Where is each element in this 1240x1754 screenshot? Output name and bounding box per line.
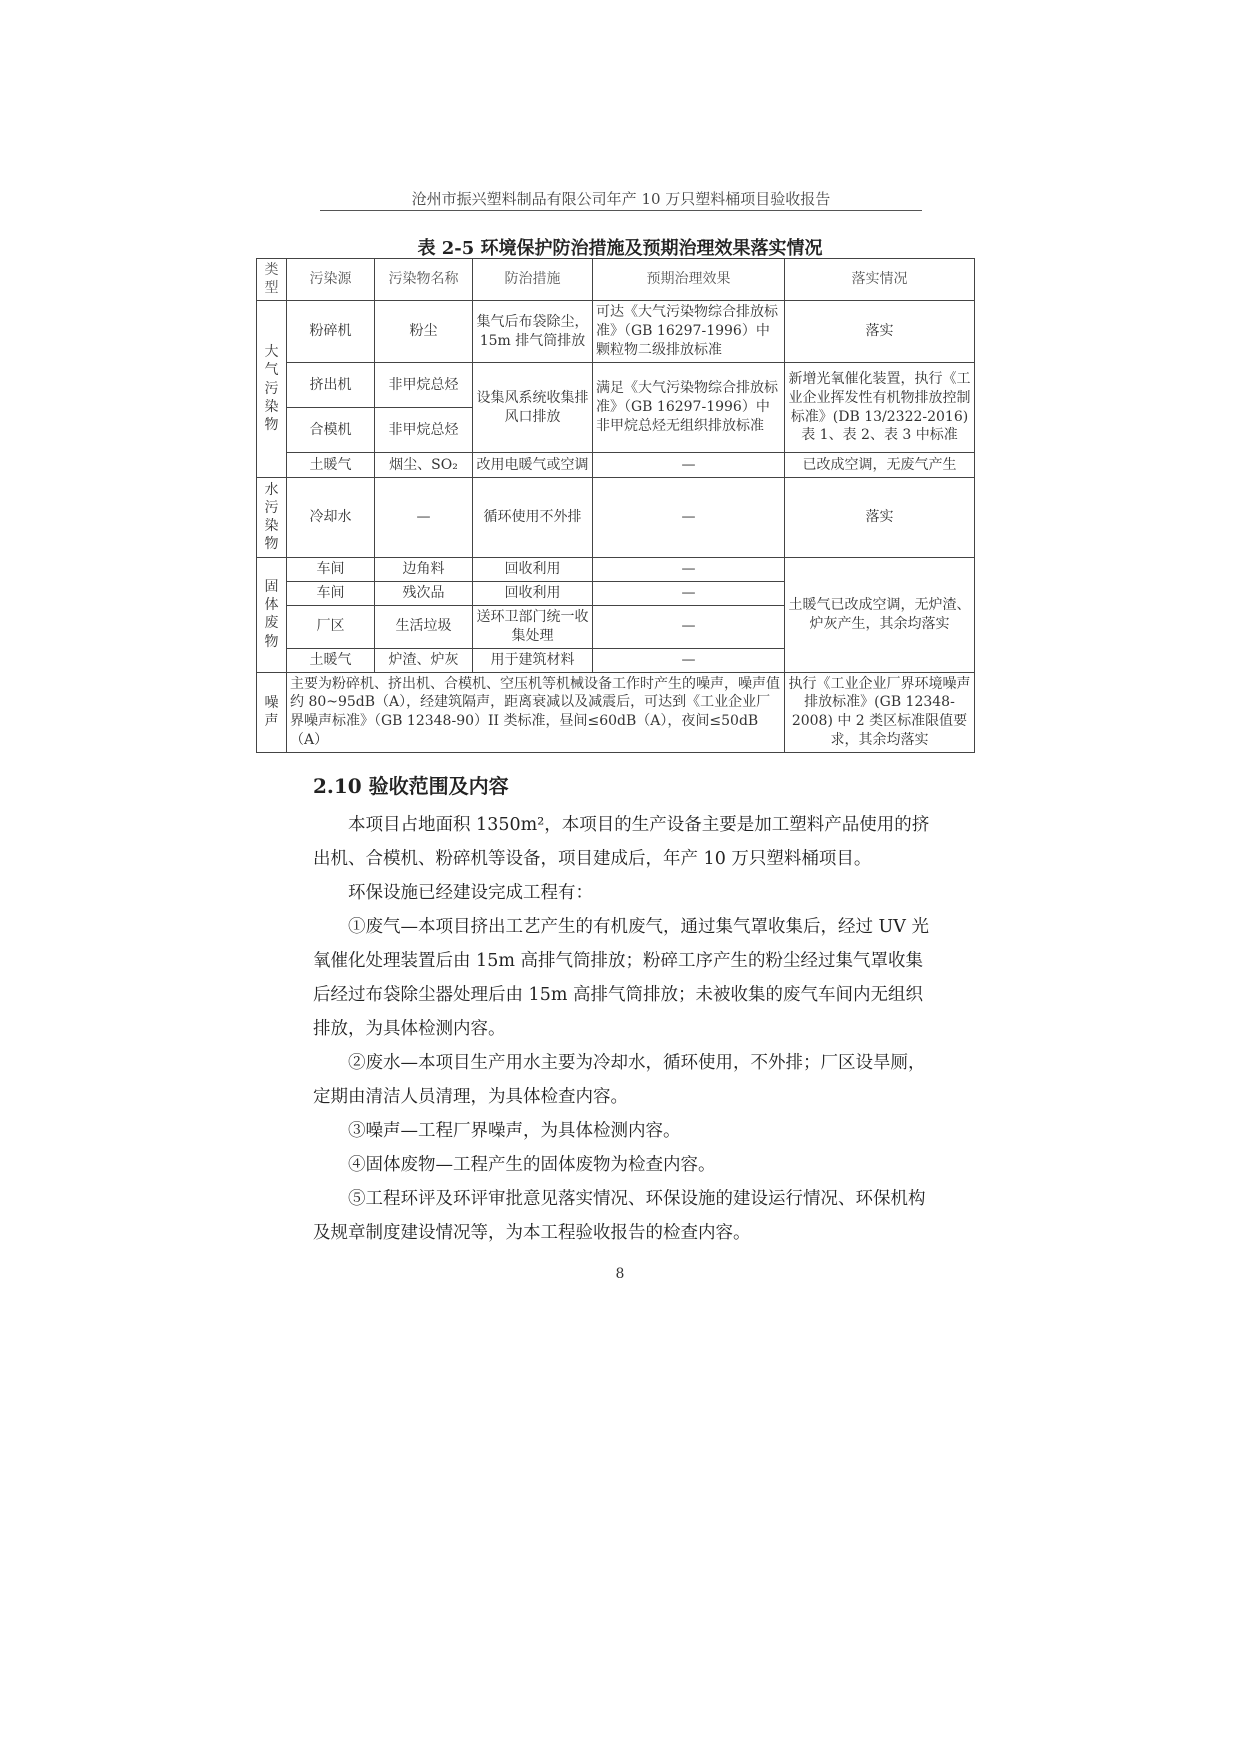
cell-effect: — bbox=[593, 558, 785, 582]
table-caption: 表 2-5 环境保护防治措施及预期治理效果落实情况 bbox=[417, 238, 823, 259]
section-body bbox=[313, 808, 933, 1250]
cell-measure: 回收利用 bbox=[473, 581, 593, 605]
cell-source: 土暖气 bbox=[287, 453, 375, 478]
cell-effect: — bbox=[593, 648, 785, 672]
cell-pollutant: — bbox=[375, 478, 473, 558]
category-solid: 固体废物 bbox=[257, 558, 287, 672]
cell-status: 落实 bbox=[785, 478, 975, 558]
col-header-source: 污染源 bbox=[287, 259, 375, 301]
cell-effect: 满足《大气污染物综合排放标准》（GB 16297-1996）中非甲烷总烃无组织排放标准 bbox=[593, 363, 785, 453]
col-header-type: 类型 bbox=[257, 259, 287, 301]
cell-effect: — bbox=[593, 581, 785, 605]
cell-status: 土暖气已改成空调，无炉渣、炉灰产生，其余均落实 bbox=[785, 558, 975, 672]
cell-measure: 回收利用 bbox=[473, 558, 593, 582]
table-row bbox=[257, 301, 975, 363]
table-row bbox=[257, 478, 975, 558]
cell-effect: — bbox=[593, 605, 785, 648]
cell-source: 挤出机 bbox=[287, 363, 375, 408]
cell-pollutant: 非甲烷总烃 bbox=[375, 408, 473, 453]
paragraph: ②废水—本项目生产用水主要为冷却水，循环使用，不外排；厂区设旱厕，定期由清洁人员清理，为具体检查内容。 bbox=[313, 1053, 926, 1107]
table-row bbox=[257, 558, 975, 582]
col-header-measure: 防治措施 bbox=[473, 259, 593, 301]
paragraph: ①废气—本项目挤出工艺产生的有机废气，通过集气罩收集后，经过 UV 光氧催化处理装置后由 15m 高排气筒排放；粉碎工序产生的粉尘经过集气罩收集后经过布袋除尘器处理后由 15m 高排气筒排放；未被收集的废气车间内无组织排放，为具体检测内容。 bbox=[313, 917, 930, 1039]
col-header-status: 落实情况 bbox=[785, 259, 975, 301]
paragraph: ⑤工程环评及环评审批意见落实情况、环保设施的建设运行情况、环保机构及规章制度建设情况等，为本工程验收报告的检查内容。 bbox=[313, 1189, 926, 1243]
cell-noise-description: 主要为粉碎机、挤出机、合模机、空压机等机械设备工作时产生的噪声，噪声值约 80~95dB（A），经建筑隔声，距离衰减以及减震后，可达到《工业企业厂界噪声标准》（GB 12348-90）II 类标准，昼间≤60dB（A），夜间≤50dB（A） bbox=[287, 672, 785, 753]
header-rule bbox=[320, 210, 922, 211]
cell-pollutant: 生活垃圾 bbox=[375, 605, 473, 648]
table-row bbox=[257, 453, 975, 478]
cell-measure: 循环使用不外排 bbox=[473, 478, 593, 558]
category-air: 大气污染物 bbox=[257, 301, 287, 478]
paragraph: 环保设施已经建设完成工程有： bbox=[348, 883, 593, 903]
cell-source: 厂区 bbox=[287, 605, 375, 648]
cell-pollutant: 非甲烷总烃 bbox=[375, 363, 473, 408]
cell-source: 车间 bbox=[287, 581, 375, 605]
cell-effect: 可达《大气污染物综合排放标准》（GB 16297-1996）中颗粒物二级排放标准 bbox=[593, 301, 785, 363]
col-header-effect: 预期治理效果 bbox=[593, 259, 785, 301]
cell-status: 落实 bbox=[785, 301, 975, 363]
cell-measure: 集气后布袋除尘，15m 排气筒排放 bbox=[473, 301, 593, 363]
cell-measure: 改用电暖气或空调 bbox=[473, 453, 593, 478]
col-header-pollutant: 污染物名称 bbox=[375, 259, 473, 301]
cell-measure: 用于建筑材料 bbox=[473, 648, 593, 672]
paragraph: 本项目占地面积 1350m²，本项目的生产设备主要是加工塑料产品使用的挤出机、合模机、粉碎机等设备，项目建成后，年产 10 万只塑料桶项目。 bbox=[313, 815, 930, 869]
cell-status: 新增光氧催化装置，执行《工业企业挥发性有机物排放控制标准》(DB 13/2322-2016)表 1、表 2、表 3 中标准 bbox=[785, 363, 975, 453]
cell-status: 执行《工业企业厂界环境噪声排放标准》(GB 12348-2008) 中 2 类区标准限值要求，其余均落实 bbox=[785, 672, 975, 753]
cell-status: 已改成空调，无废气产生 bbox=[785, 453, 975, 478]
running-header: 沧州市振兴塑料制品有限公司年产 10 万只塑料桶项目验收报告 bbox=[411, 190, 831, 208]
table-row bbox=[257, 672, 975, 753]
table-row bbox=[257, 363, 975, 408]
cell-source: 合模机 bbox=[287, 408, 375, 453]
paragraph: ③噪声—工程厂界噪声，为具体检测内容。 bbox=[348, 1121, 681, 1141]
cell-measure: 送环卫部门统一收集处理 bbox=[473, 605, 593, 648]
category-water: 水污染物 bbox=[257, 478, 287, 558]
paragraph: ④固体废物—工程产生的固体废物为检查内容。 bbox=[348, 1155, 716, 1175]
cell-pollutant: 炉渣、炉灰 bbox=[375, 648, 473, 672]
cell-source: 粉碎机 bbox=[287, 301, 375, 363]
category-noise: 噪声 bbox=[257, 672, 287, 753]
cell-pollutant: 残次品 bbox=[375, 581, 473, 605]
cell-pollutant: 烟尘、SO₂ bbox=[375, 453, 473, 478]
cell-source: 车间 bbox=[287, 558, 375, 582]
cell-pollutant: 粉尘 bbox=[375, 301, 473, 363]
cell-effect: — bbox=[593, 478, 785, 558]
cell-measure: 设集风系统收集排风口排放 bbox=[473, 363, 593, 453]
table-header-row bbox=[257, 259, 975, 301]
section-heading: 2.10 验收范围及内容 bbox=[313, 774, 509, 798]
cell-source: 冷却水 bbox=[287, 478, 375, 558]
cell-source: 土暖气 bbox=[287, 648, 375, 672]
cell-pollutant: 边角料 bbox=[375, 558, 473, 582]
cell-effect: — bbox=[593, 453, 785, 478]
measures-table bbox=[256, 258, 975, 753]
page-number: 8 bbox=[615, 1266, 625, 1282]
